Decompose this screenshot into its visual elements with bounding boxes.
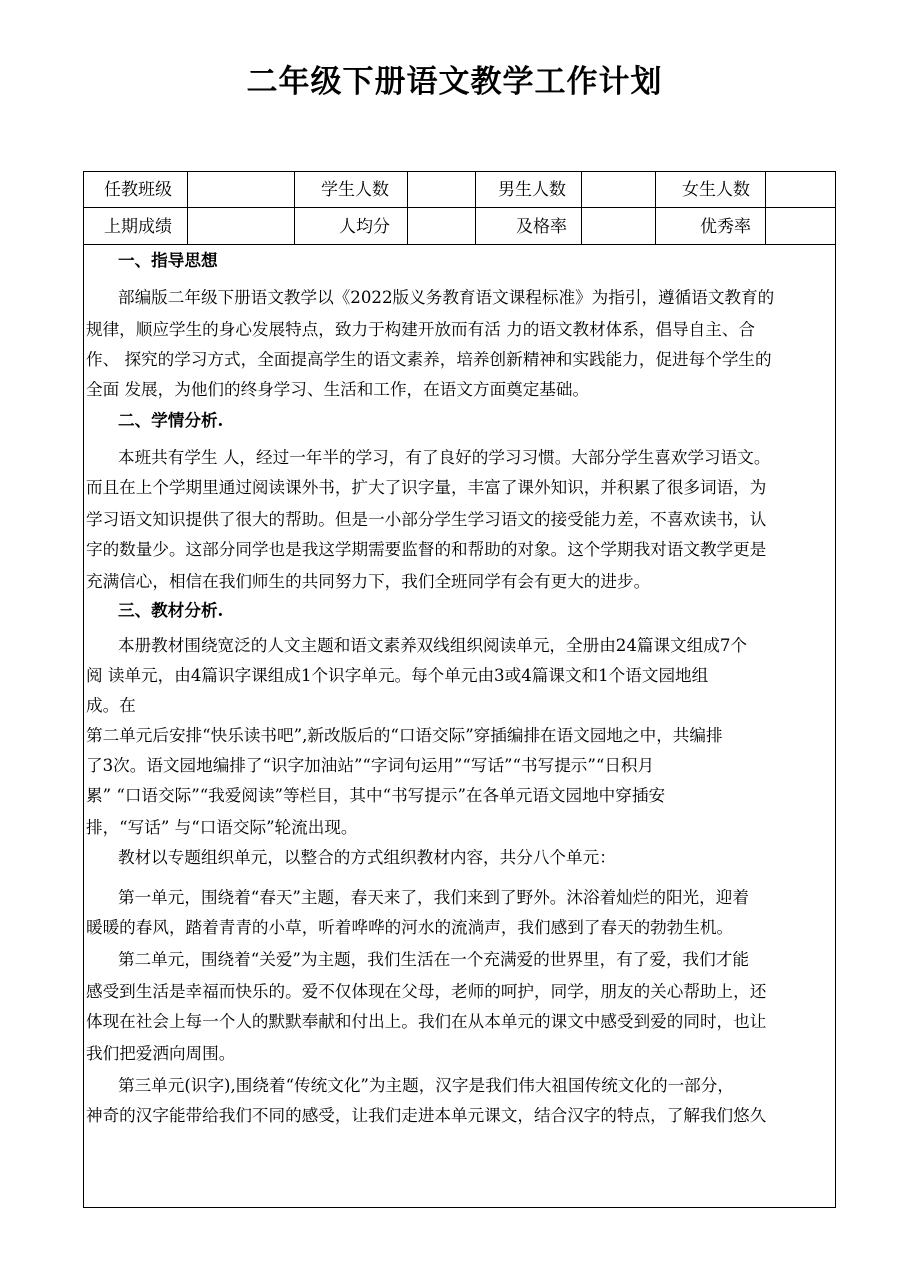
label-last-score: 上期成绩	[104, 217, 172, 237]
body-line: 本班共有学生 人，经过一年半的学习，有了良好的学习习惯。大部分学生喜欢学习语文。	[118, 448, 771, 467]
label-boys-count: 男生人数	[498, 180, 566, 200]
section-heading: 一、指导思想	[118, 250, 218, 270]
label-girls-count: 女生人数	[682, 180, 750, 200]
body-line: 作、 探究的学习方式，全面提高学生的语文素养，培养创新精神和实践能力，促进每个学生的	[86, 350, 772, 369]
body-line: 神奇的汉字能带给我们不同的感受，让我们走进本单元课文，结合汉字的特点，了解我们悠久	[86, 1106, 767, 1125]
body-line: 第三单元(识字),围绕着“传统文化”为主题，汉字是我们伟大祖国传统文化的一部分，	[118, 1076, 734, 1095]
body-line: 教材以专题组织单元，以整合的方式组织教材内容，共分八个单元：	[118, 848, 616, 867]
label-class: 任教班级	[104, 180, 172, 200]
body-line: 规律，顺应学生的身心发展特点，致力于构建开放而有活 力的语文教材体系，倡导自主、合	[86, 320, 756, 339]
body-line: 第一单元，围绕着“春天”主题，春天来了，我们来到了野外。沐浴着灿烂的阳光，迎着	[118, 888, 749, 907]
body-line: 暖暖的春风，踏着青青的小草，听着哗哗的河水的流淌声，我们感到了春天的勃勃生机。	[86, 918, 734, 937]
body-line: 部编版二年级下册语文教学以《2022版义务教育语文课程标准》为指引，遵循语文教育的	[118, 288, 775, 307]
body-line: 字的数量少。这部分同学也是我这学期需要监督的和帮助的对象。这个学期我对语文教学更是	[86, 540, 767, 559]
body-line: 学习语文知识提供了很大的帮助。但是一小部分学生学习语文的接受能力差，不喜欢读书，认	[86, 510, 767, 529]
body-line: 而且在上个学期里通过阅读课外书，扩大了识字量，丰富了课外知识，并积累了很多词语，为	[86, 478, 767, 497]
body-line: 感受到生活是幸福而快乐的。爱不仅体现在父母，老师的呵护，同学，朋友的关心帮助上，还	[86, 982, 767, 1001]
body-line: 了3次。语文园地编排了“识字加油站”“字词句运用”“写话”“书写提示”“日积月	[86, 756, 655, 775]
plan-table	[83, 171, 836, 1208]
body-line: 累” “口语交际”“我爱阅读”等栏目，其中“书写提示”在各单元语文园地中穿插安	[86, 786, 666, 805]
label-student-count: 学生人数	[321, 180, 389, 200]
body-line: 排，“写话” 与“口语交际”轮流出现。	[86, 818, 358, 837]
body-line: 全面 发展，为他们的终身学习、生活和工作，在语文方面奠定基础。	[86, 380, 590, 399]
body-line: 我们把爱洒向周围。	[86, 1044, 236, 1063]
body-line: 体现在社会上每一个人的默默奉献和付出上。我们在从本单元的课文中感受到爱的同时，也让	[86, 1012, 767, 1031]
body-line: 充满信心，相信在我们师生的共同努力下，我们全班同学有会有更大的进步。	[86, 572, 651, 591]
label-excellent-rate: 优秀率	[700, 217, 751, 237]
body-line: 第二单元后安排“快乐读书吧”,新改版后的“口语交际”穿插编排在语文园地之中，共编排	[86, 726, 723, 745]
label-average: 人均分	[339, 217, 390, 237]
page-title: 二年级下册语文教学工作计划	[246, 64, 663, 100]
section-heading: 二、学情分析.	[118, 410, 224, 430]
body-line: 本册教材围绕宽泛的人文主题和语文素养双线组织阅读单元，全册由24篇课文组成7个	[118, 636, 748, 655]
body-line: 第二单元，围绕着“关爱”为主题，我们生活在一个充满爱的世界里，有了爱，我们才能	[118, 950, 749, 969]
body-line: 阅 读单元，由4篇识字课组成1个识字单元。每个单元由3或4篇课文和1个语文园地组	[86, 666, 709, 685]
body-line: 成。在	[86, 696, 136, 715]
label-pass-rate: 及格率	[516, 217, 567, 237]
section-heading: 三、教材分析.	[118, 600, 224, 620]
